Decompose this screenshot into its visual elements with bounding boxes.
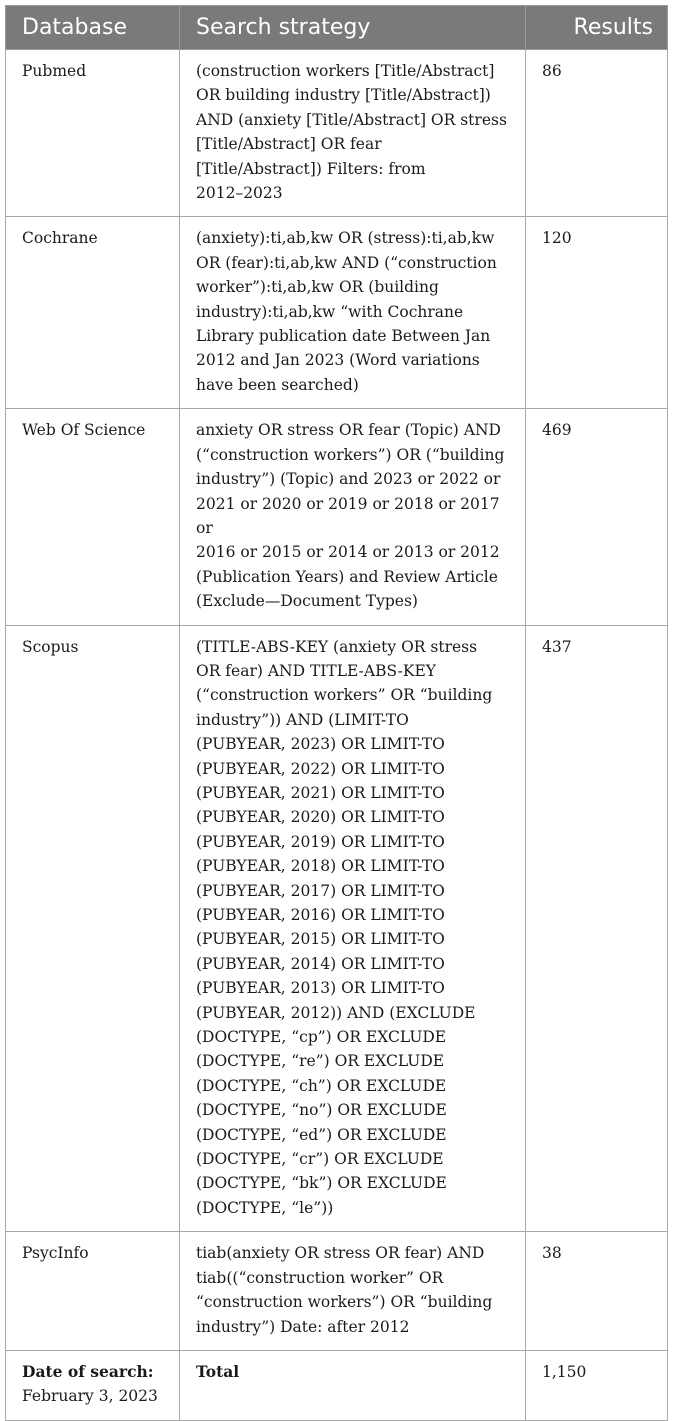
header-results: Results <box>526 6 668 50</box>
database-cell: Scopus <box>6 625 180 1232</box>
strategy-cell: (TITLE-ABS-KEY (anxiety OR stress OR fear) AND TITLE-ABS-KEY (“construction workers” OR “building industry”)) AND (LIMIT-TO (PUBYEAR, 2023) OR LIMIT-TO (PUBYEAR, 2022) OR LIMIT-TO (PUBYEAR, 2021) OR LIMIT-TO (PUBYEAR, 2020) OR LIMIT-TO (PUBYEAR, 2019) OR LIMIT-TO (PUBYEAR, 2018) OR LIMIT-TO (PUBYEAR, 2017) OR LIMIT-TO (PUBYEAR, 2016) OR LIMIT-TO (PUBYEAR, 2015) OR LIMIT-TO (PUBYEAR, 2014) OR LIMIT-TO (PUBYEAR, 2013) OR LIMIT-TO (PUBYEAR, 2012)) AND (EXCLUDE (DOCTYPE, “cp”) OR EXCLUDE (DOCTYPE, “re”) OR EXCLUDE (DOCTYPE, “ch”) OR EXCLUDE (DOCTYPE, “no”) OR EXCLUDE (DOCTYPE, “ed”) OR EXCLUDE (DOCTYPE, “cr”) OR EXCLUDE (DOCTYPE, “bk”) OR EXCLUDE (DOCTYPE, “le”)) <box>180 625 526 1232</box>
results-cell: 437 <box>526 625 668 1232</box>
strategy-cell: (anxiety):ti,ab,kw OR (stress):ti,ab,kw OR (fear):ti,ab,kw AND (“construction worker”):ti,ab,kw OR (building industry):ti,ab,kw “with Cochrane Library publication date Between Jan 2012 and Jan 2023 (Word variations have been searched) <box>180 217 526 409</box>
results-cell: 120 <box>526 217 668 409</box>
search-strategy-table <box>5 5 668 1421</box>
table-header <box>6 6 668 50</box>
header-row <box>6 6 668 50</box>
table-row-web-of-science <box>6 409 668 625</box>
table-row-cochrane <box>6 217 668 409</box>
date-of-search-label: Date of search: <box>22 1361 154 1381</box>
header-database: Database <box>6 6 180 50</box>
results-cell: 469 <box>526 409 668 625</box>
results-cell: 86 <box>526 50 668 217</box>
database-cell: Web Of Science <box>6 409 180 625</box>
total-value: 1,150 <box>526 1350 668 1420</box>
table-row-scopus <box>6 625 668 1232</box>
total-label: Total <box>180 1350 526 1420</box>
table-body <box>6 50 668 1421</box>
strategy-cell: (construction workers [Title/Abstract] OR building industry [Title/Abstract]) AND (anxiety [Title/Abstract] OR stress [Title/Abstract] OR fear [Title/Abstract]) Filters: from 2012–2023 <box>180 50 526 217</box>
database-cell: Pubmed <box>6 50 180 217</box>
date-of-search-value: February 3, 2023 <box>22 1387 158 1406</box>
results-cell: 38 <box>526 1232 668 1351</box>
table-row-total <box>6 1350 668 1420</box>
database-cell: PsycInfo <box>6 1232 180 1351</box>
strategy-cell: tiab(anxiety OR stress OR fear) AND tiab((“construction worker” OR “construction workers”) OR “building industry”) Date: after 2012 <box>180 1232 526 1351</box>
header-search-strategy: Search strategy <box>180 6 526 50</box>
table-row-psycinfo <box>6 1232 668 1351</box>
table-row-pubmed <box>6 50 668 217</box>
date-of-search-cell <box>6 1350 180 1420</box>
strategy-cell: anxiety OR stress OR fear (Topic) AND (“construction workers”) OR (“building industry”) (Topic) and 2023 or 2022 or 2021 or 2020 or 2019 or 2018 or 2017 or 2016 or 2015 or 2014 or 2013 or 2012 (Publication Years) and Review Article (Exclude—Document Types) <box>180 409 526 625</box>
database-cell: Cochrane <box>6 217 180 409</box>
